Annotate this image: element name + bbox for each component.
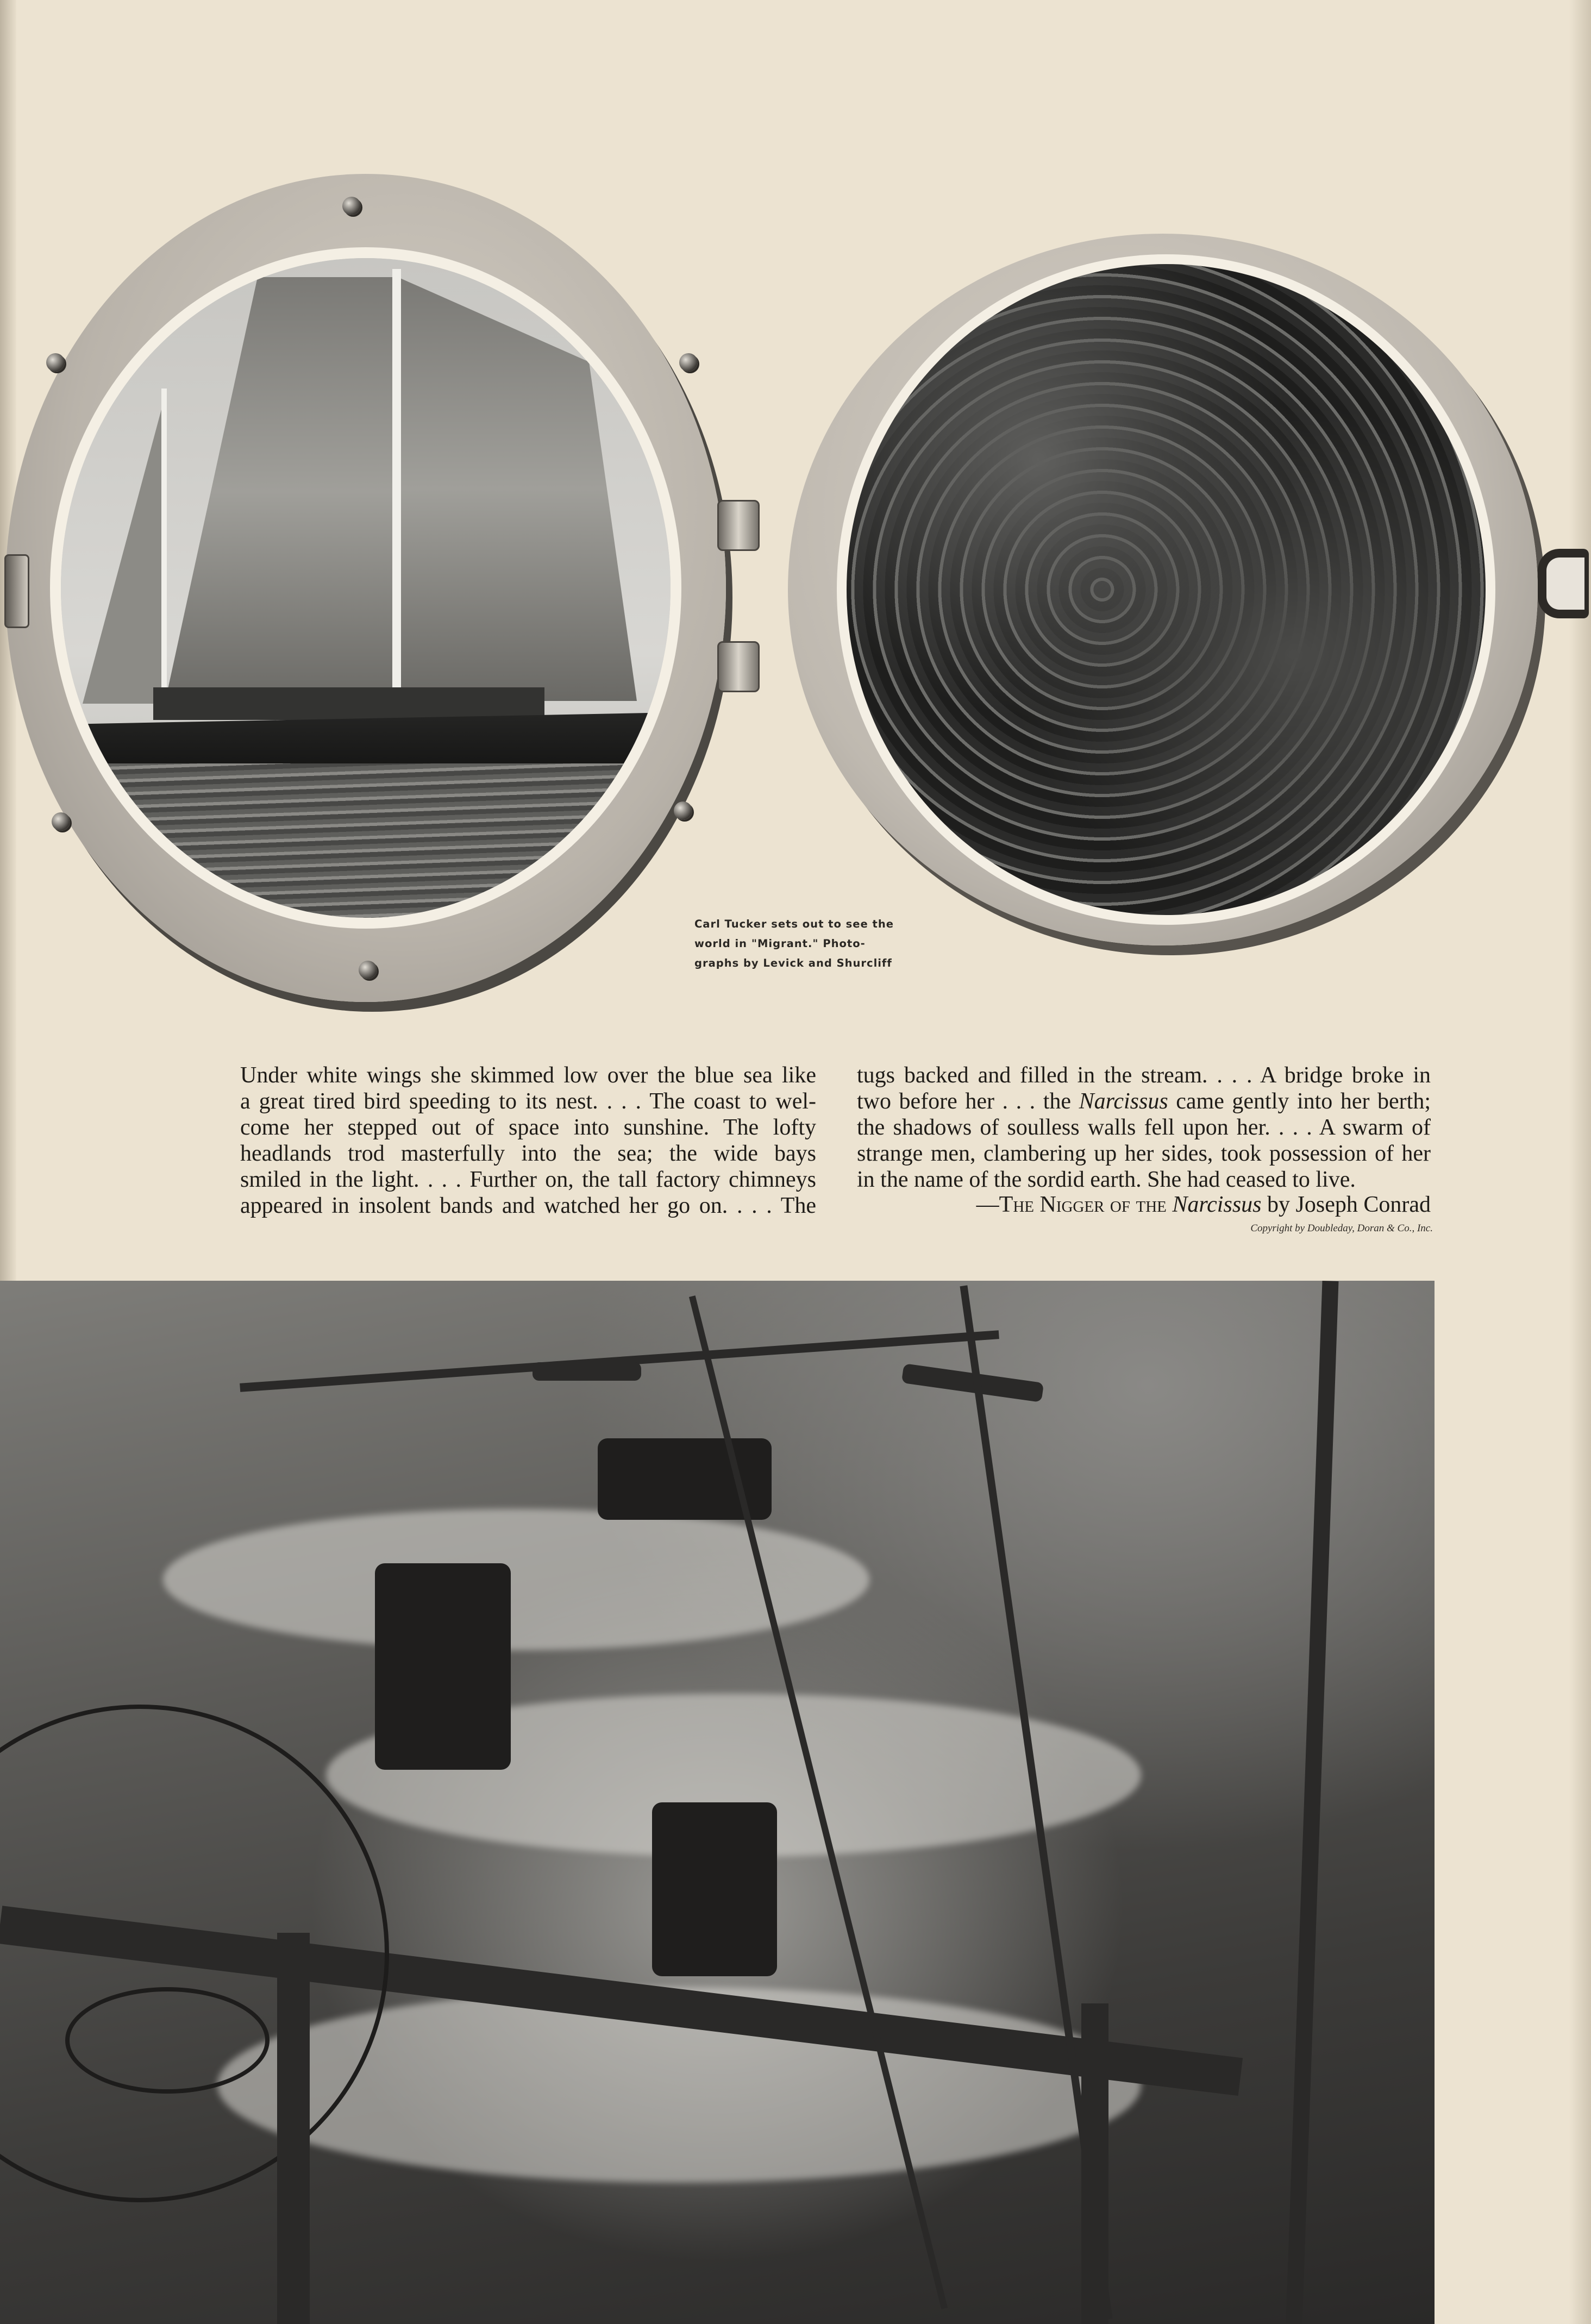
passage-line: in the name of the sordid earth. She had ceased to live.	[857, 1167, 1356, 1192]
passage-line: the shadows of soulless walls fell upon her. . . . A swarm of	[857, 1115, 1431, 1140]
passage-line: strange men, clambering up her sides, took possession of her	[857, 1141, 1431, 1166]
ship-name: Narcissus	[1079, 1089, 1168, 1114]
passage-right-column	[857, 1062, 1431, 1193]
bolt-icon	[359, 961, 377, 979]
passage-text: two before her . . . the	[857, 1089, 1079, 1114]
book-title-ship: Narcissus	[1172, 1192, 1262, 1217]
passage-line: appeared in insolent bands and watched her go on. . . . The	[240, 1193, 816, 1218]
passage-left-column	[240, 1062, 816, 1219]
hatch	[533, 1362, 641, 1381]
bollard	[375, 1563, 511, 1770]
bolt-icon	[342, 197, 361, 215]
bollard	[652, 1802, 777, 1976]
passage-text: came gently into her berth;	[1168, 1089, 1431, 1114]
coiled-rope	[65, 1987, 270, 2094]
photo-caption	[694, 914, 923, 973]
hinge-icon	[717, 500, 760, 551]
clasp-icon	[1538, 549, 1589, 618]
passage-line: come her stepped out of space into sunshine. The lofty	[240, 1115, 816, 1140]
storm-deck-photo	[0, 1281, 1435, 2324]
copyright-notice: Copyright by Doubleday, Doran & Co., Inc.	[1250, 1223, 1433, 1234]
hinge-icon	[4, 554, 29, 628]
mast	[392, 269, 401, 715]
porthole-left	[5, 174, 726, 1002]
passage-line: headlands trod masterfully into the sea; the wide bays	[240, 1141, 816, 1166]
page-edge-shadow	[1569, 0, 1591, 2324]
bolt-icon	[52, 812, 70, 831]
passage-line: a great tired bird speeding to its nest. . . . The coast to wel-	[240, 1089, 816, 1114]
mast	[161, 389, 167, 709]
mast-shadow	[1286, 1281, 1339, 2324]
caption-line: graphs by Levick and Shurcliff	[694, 957, 892, 969]
caption-line: world in "Migrant." Photo-	[694, 937, 866, 950]
bolt-icon	[46, 353, 65, 372]
book-title: The Nigger of the	[999, 1192, 1173, 1217]
rigging-line	[240, 1330, 999, 1392]
deckhouse	[153, 687, 544, 720]
passage-line	[857, 1088, 1431, 1114]
attribution	[857, 1192, 1431, 1218]
passage-line: Under white wings she skimmed low over the blue sea like	[240, 1063, 816, 1088]
bolt-icon	[674, 801, 692, 820]
sea	[61, 763, 671, 918]
sea-surface-photo	[847, 264, 1486, 915]
author: by Joseph Conrad	[1261, 1192, 1431, 1217]
hinge-icon	[717, 641, 760, 692]
bolt-icon	[679, 353, 698, 372]
stanchion	[277, 1933, 310, 2324]
schooner-photo	[61, 258, 671, 918]
passage-line: smiled in the light. . . . Further on, the tall factory chimneys	[240, 1167, 816, 1192]
passage-line: tugs backed and filled in the stream. . . . A bridge broke in	[857, 1063, 1431, 1088]
attribution-dash: —	[976, 1192, 999, 1217]
stanchion	[1081, 2003, 1108, 2324]
porthole-right	[788, 234, 1538, 945]
caption-line: Carl Tucker sets out to see the	[694, 918, 894, 930]
